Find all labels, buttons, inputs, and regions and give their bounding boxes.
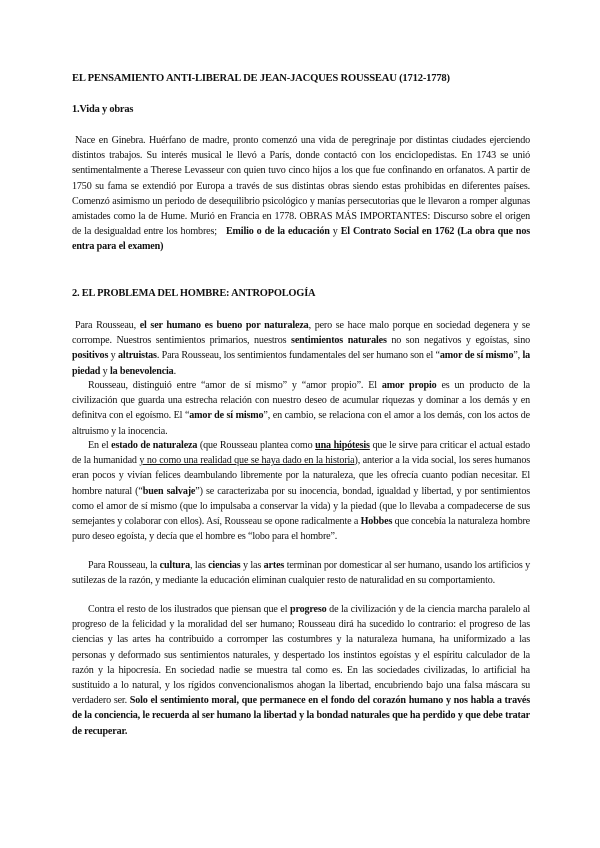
bold-text: amor de sí mismo — [189, 410, 264, 422]
paragraph-text: no son negativos y egoístas, sino — [391, 335, 530, 347]
paragraph-text: y las — [243, 560, 262, 571]
paragraph-estado-de-naturaleza — [72, 438, 530, 544]
paragraph-text: , pero se hace malo porque en sociedad degenera y se corrompe. Nuestros sentimientos primarios, nuestros — [72, 320, 531, 347]
bold-text: Hobbes — [360, 516, 393, 528]
bold-text: El Contrato Social en 1762 (La obra que nos entra para el examen) — [72, 226, 531, 253]
bold-text: ciencias — [208, 560, 241, 571]
paragraph-text: En el — [88, 440, 109, 451]
bold-text: positivos — [72, 350, 109, 362]
paragraph-amor-propio — [72, 378, 530, 439]
bold-text: altruistas — [117, 350, 157, 362]
bold-underlined-text: una hipótesis — [315, 440, 370, 451]
bold-text: amor de sí mismo — [439, 350, 514, 362]
paragraph-text: ”, — [513, 350, 521, 362]
paragraph-biography — [72, 133, 530, 255]
bold-text: sentimientos naturales — [291, 335, 387, 347]
bold-text: la benevolencia — [109, 365, 174, 377]
paragraph-text: . Para Rousseau, los sentimientos fundamentales del ser humano son el “ — [156, 350, 440, 362]
bold-text: amor propio — [381, 380, 437, 391]
paragraph-progreso — [72, 602, 530, 739]
paragraph-text: Nace en Ginebra. Huérfano de madre, pronto comenzó una vida de peregrinaje por distintas ciudades ejerciendo distintos trabajos. Su interés musical le llevó a París, donde contactó con los enciclopedistas. En 1743 se unió sentimentalmente a Therese Levasseur con quien tuvo cinco hijos a los que fue confinando en orfanatos. A partir de 1750 su fama se extendió por Europa a través de sus distintas obras siendo estas prohibidas en diferentes países. Comenzó asimismo un periodo de desequilibrio psicológico y manías persecutorias que le llevaron a romper algunas amistades como la de Hume. Murió en Francia en 1778. OBRAS MÁS IMPORTANTES: Discurso sobre el origen de la desigualdad entre los hombres; — [72, 135, 530, 238]
document-title: EL PENSAMIENTO ANTI-LIBERAL DE JEAN-JACQUES ROUSSEAU (1712-1778) — [72, 73, 450, 84]
bold-text: el ser humano es bueno por naturaleza — [139, 320, 309, 331]
paragraph-text: que concebía la naturaleza hombre puro deseo egoísta, y decía que el hombre es “lobo para el hombre”. — [72, 516, 531, 543]
section-heading-vida-y-obras: 1.Vida y obras — [72, 104, 134, 115]
paragraph-text: (que Rousseau plantea como — [199, 440, 313, 451]
paragraph-text: de la civilización y de la ciencia marcha paralelo al progreso de la felicidad y la moralidad del ser humano; Rousseau dirá ha sucedido lo contrario: el progreso de las ciencias y las artes ha contribuido a corromper las costumbres y la naturaleza humana, ha uniformizado a las personas y deformado sus sentimientos naturales, y despertado los instintos egoístas y el espíritu calculador de la razón y la hipocresía. En sociedad nadie se muestra tal como es. En las sociedades civilizadas, lo artificial ha sustituido a lo natural, y los rígidos convencionalismos ahogan la libertad, encubriendo bajo una falsa máscara su verdadero ser. — [72, 604, 530, 707]
bold-text: Emilio o de la educación — [225, 226, 330, 238]
paragraph-text: Rousseau, distinguió entre “amor de sí mismo” y “amor propio”. El — [88, 380, 377, 391]
paragraph-text: . — [173, 365, 176, 377]
bold-text: progreso — [289, 604, 327, 615]
paragraph-text: Contra el resto de los ilustrados que piensan que el — [88, 604, 288, 615]
bold-text: la piedad — [72, 350, 531, 377]
paragraph-text: que le sirve para criticar el actual estado de la humanidad — [72, 440, 530, 467]
paragraph-text: Para Rousseau, la — [88, 560, 158, 571]
paragraph-text: , las — [189, 560, 206, 571]
paragraph-text: ”, en cambio, se relaciona con el amor a los demás, con los actos de altruismo y la inocencia. — [72, 410, 530, 437]
paragraph-text: es un producto de la civilización que guarda una estrecha relación con nuestro deseo de acumular riquezas y dominar a los demás y en definitva con el egoísmo. El “ — [72, 380, 530, 422]
underlined-text: y no como una realidad que se haya dado en la historia — [139, 455, 355, 467]
bold-text: buen salvaje — [142, 485, 196, 497]
paragraph-text: terminan por domesticar al ser humano, usando los artificios y sutilezas de la razón, y mediante la educación eliminan cualquier resto de naturalidad en su comportamiento. — [72, 560, 531, 587]
paragraph-human-nature — [72, 318, 530, 379]
bold-text: estado de naturaleza — [111, 440, 198, 451]
paragraph-text: y — [110, 350, 116, 362]
paragraph-cultura — [72, 558, 530, 588]
paragraph-text: ”) se caracterizaba por su inocencia, bondad, igualdad y libertad, y por sentimientos como el amor de sí mismo (que lo impulsaba a conservar la vida) y la piedad (que lo llevaba a compadecerse de sus semejantes y colaborar con ellos). Así, Rousseau se opone radicalmente a — [72, 485, 530, 528]
bold-text: Solo el sentimiento moral, que permanece en el fondo del corazón humano y nos habla a través de la conciencia, le recuerda al ser humano la libertad y la bondad naturales que ha perdido y que debe tratar de recuperar. — [72, 695, 530, 737]
section-heading-antropologia: 2. EL PROBLEMA DEL HOMBRE: ANTROPOLOGÍA — [72, 288, 316, 299]
bold-text: artes — [263, 560, 285, 571]
paragraph-text: y — [102, 365, 108, 377]
paragraph-text: ), anterior a la vida social, los seres humanos eran pocos y vivían felices deambulando libremente por la naturaleza, que les ofrecía cuanto podían necesitar. El hombre natural (“ — [72, 455, 531, 497]
paragraph-text: Para Rousseau, — [75, 320, 136, 331]
paragraph-text: y — [332, 226, 338, 238]
bold-text: cultura — [159, 560, 190, 571]
